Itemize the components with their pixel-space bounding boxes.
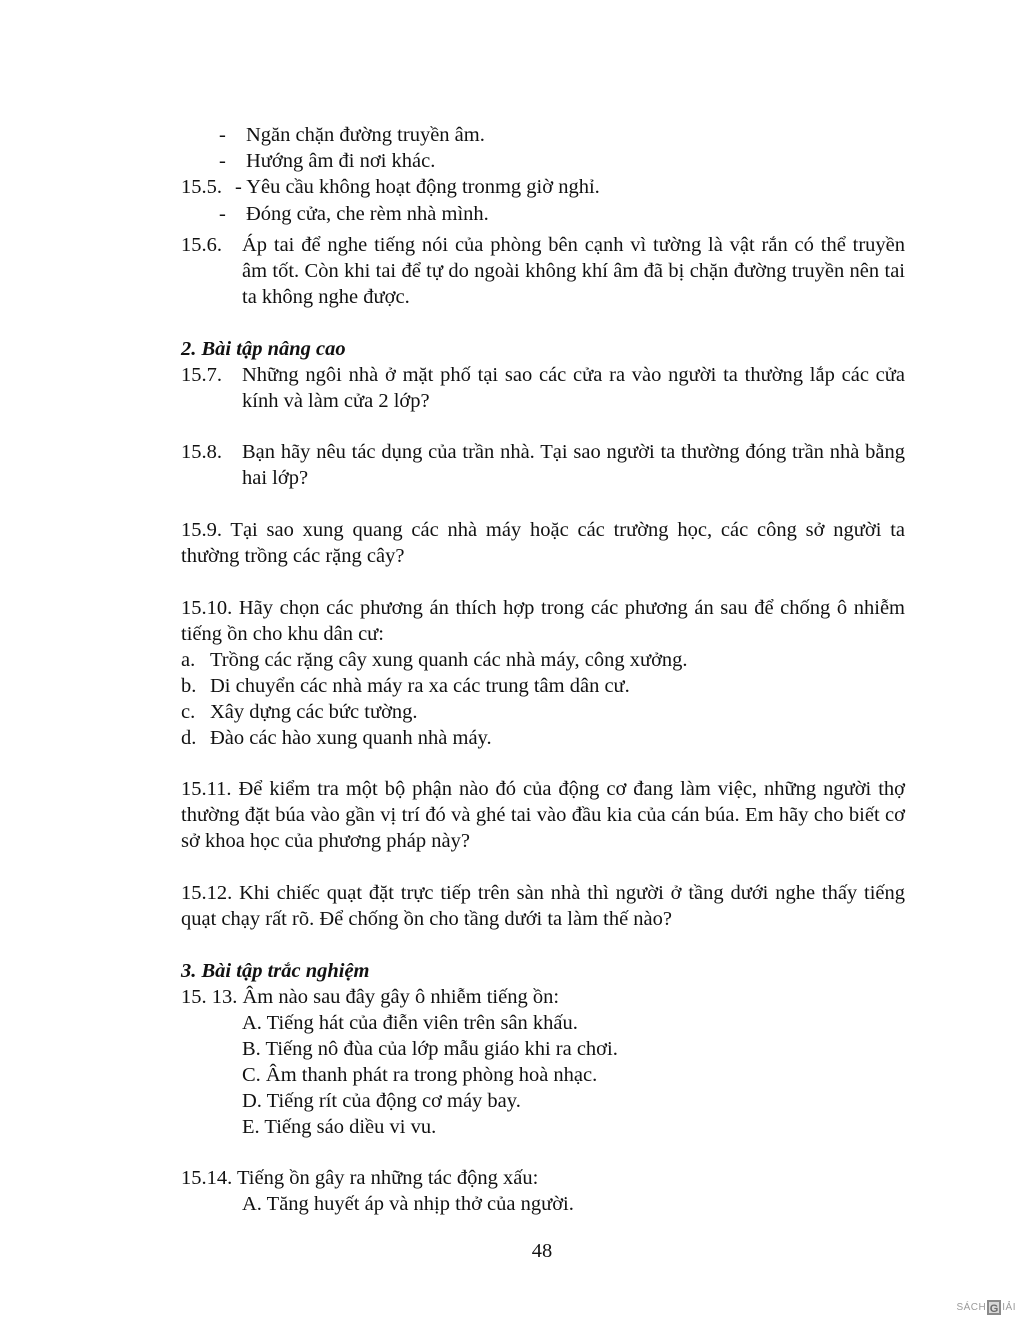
question-text: 15. 13. Âm nào sau đây gây ô nhiễm tiếng ồn: — [181, 986, 560, 1008]
option-text: Đào các hào xung quanh nhà máy. — [210, 727, 492, 749]
dash: - — [219, 124, 226, 146]
page-number: 48 — [531, 1240, 553, 1262]
question-number: 15.7. — [181, 364, 222, 386]
question-number: 15.8. — [181, 441, 222, 463]
option-text: Di chuyển các nhà máy ra xa các trung tâm dân cư. — [210, 675, 630, 697]
answer-item: Ngăn chặn đường truyền âm. — [246, 124, 485, 146]
option-letter: c. — [181, 701, 196, 723]
option-letter: b. — [181, 675, 197, 697]
question-text: 15.11. Để kiểm tra một bộ phận nào đó của động cơ đang làm việc, những người thợ thường đặt búa vào gần vị trí đó và ghé tai vào đầu kia của cán búa. Em hãy cho biết cơ sở khoa học của phương pháp này? — [181, 778, 905, 852]
question-text: 15.14. Tiếng ồn gây ra những tác động xấu: — [181, 1167, 539, 1189]
option-text: A. Tăng huyết áp và nhịp thở của người. — [242, 1193, 574, 1215]
watermark-text-right: IẢI — [1002, 1302, 1016, 1313]
option-text: Trồng các rặng cây xung quanh các nhà máy, công xưởng. — [210, 649, 688, 671]
answer-item: Hướng âm đi nơi khác. — [246, 150, 436, 172]
option-text: D. Tiếng rít của động cơ máy bay. — [242, 1090, 521, 1112]
dash: - — [219, 150, 226, 172]
dash: - — [219, 203, 226, 225]
option-text: Xây dựng các bức tường. — [210, 701, 418, 723]
answer-item: Đóng cửa, che rèm nhà mình. — [246, 203, 489, 225]
question-text: 15.10. Hãy chọn các phương án thích hợp trong các phương án sau để chống ô nhiễm tiếng ồn cho khu dân cư: — [181, 597, 905, 645]
answer-paragraph: Áp tai để nghe tiếng nói của phòng bên cạnh vì tường là vật rắn có thể truyền âm tốt. Còn khi tai để tự do ngoài không khí âm đã bị chặn đường truyền nên tai ta không nghe được. — [242, 234, 905, 308]
option-text: E. Tiếng sáo diều vi vu. — [242, 1116, 437, 1138]
option-text: A. Tiếng hát của điễn viên trên sân khấu. — [242, 1012, 578, 1034]
question-text: Những ngôi nhà ở mặt phố tại sao các cửa ra vào người ta thường lắp các cửa kính và làm cửa 2 lớp? — [242, 364, 905, 412]
question-number: 15.5. — [181, 176, 222, 198]
section-heading: 2. Bài tập nâng cao — [181, 338, 346, 360]
question-text: Bạn hãy nêu tác dụng của trần nhà. Tại sao người ta thường đóng trần nhà bằng hai lớp? — [242, 441, 905, 489]
watermark-g-icon: G — [987, 1300, 1001, 1315]
question-number: 15.6. — [181, 234, 222, 256]
option-letter: a. — [181, 649, 196, 671]
watermark-text-left: SÁCH — [956, 1302, 987, 1313]
question-text: 15.12. Khi chiếc quạt đặt trực tiếp trên sàn nhà thì người ở tầng dưới nghe thấy tiếng quạt chạy rất rõ. Để chống ồn cho tầng dưới ta làm thế nào? — [181, 882, 905, 930]
answer-item: - Yêu cầu không hoạt động tronmg giờ nghỉ. — [235, 176, 600, 198]
option-text: C. Âm thanh phát ra trong phòng hoà nhạc. — [242, 1064, 598, 1086]
option-letter: d. — [181, 727, 197, 749]
section-heading: 3. Bài tập trắc nghiệm — [181, 960, 370, 982]
option-text: B. Tiếng nô đùa của lớp mẫu giáo khi ra chơi. — [242, 1038, 618, 1060]
question-text: 15.9. Tại sao xung quang các nhà máy hoặc các trường học, các công sở người ta thường trồng các rặng cây? — [181, 519, 905, 567]
watermark-logo — [956, 1300, 1016, 1315]
